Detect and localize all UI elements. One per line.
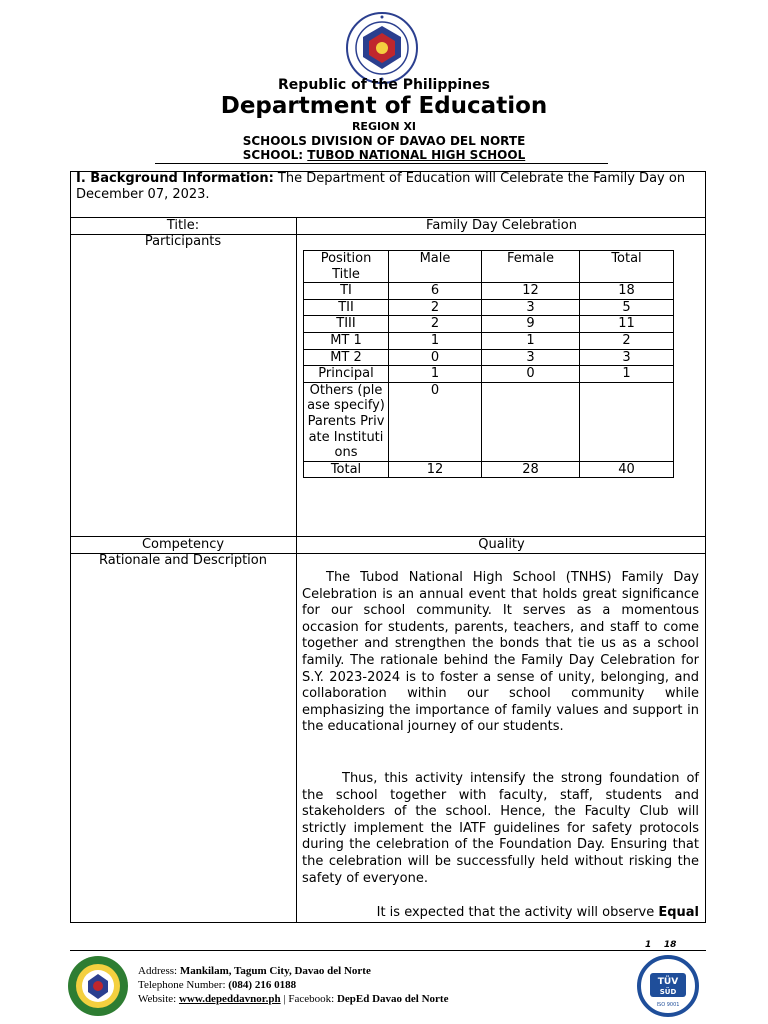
footer-address: [138, 965, 371, 978]
page-current: 1: [645, 940, 652, 950]
table-cell: 1: [389, 366, 482, 383]
rationale-paragraph-1: The Tubod National High School (TNHS) Family Day Celebration is an annual event that holds great significance for our school community. It serves as a momentous occasion for students, parents, teachers, and staff to come together and strengthen the bonds that tie us as a school family. The rationale behind the Family Day Celebration for S.Y. 2023-2024 is to foster a sense of unity, belonging, and collaboration within our school community while emphasizing the importance of family values and support in the educational journey of our students.: [302, 570, 699, 735]
background-text: The Department of Education will Celebrate the Family Day on December 07, 2023.: [76, 171, 686, 202]
table-cell: TI: [304, 283, 389, 300]
table-cell: 12: [389, 461, 482, 478]
table-header: Male: [389, 251, 482, 283]
sud-text: SÜD: [659, 988, 677, 996]
competency-label: Competency: [141, 537, 225, 552]
table-cell: 9: [482, 316, 580, 333]
participants-label: Participants: [144, 234, 222, 249]
table-cell: [482, 382, 580, 461]
table-cell: Others (please specify) Parents Private Institutions: [304, 382, 389, 461]
participants-table: [303, 250, 674, 478]
table-row: [304, 332, 674, 349]
title-value: Family Day Celebration: [426, 218, 577, 233]
website-link[interactable]: www.depeddavnor.ph: [178, 993, 281, 1005]
table-row: [304, 316, 674, 333]
table-cell: TIII: [304, 316, 389, 333]
page-number: [645, 940, 676, 950]
table-cell: 2: [389, 316, 482, 333]
table-cell: Principal: [304, 366, 389, 383]
table-cell: 18: [580, 283, 674, 300]
address-label: Address:: [138, 965, 180, 977]
table-cell: 5: [580, 299, 674, 316]
table-cell: Total: [304, 461, 389, 478]
footer-phone: [138, 979, 296, 992]
table-row: [304, 299, 674, 316]
school-name: TUBOD NATIONAL HIGH SCHOOL: [307, 148, 526, 162]
table-cell: 28: [482, 461, 580, 478]
page-total: 18: [663, 940, 677, 950]
table-cell: 3: [482, 299, 580, 316]
table-cell: 0: [389, 349, 482, 366]
website-label: Website:: [138, 993, 179, 1005]
address-value: Mankilam, Tagum City, Davao del Norte: [179, 965, 371, 977]
separator: |: [280, 993, 289, 1005]
table-cell: MT 1: [304, 332, 389, 349]
header-school: [0, 148, 768, 162]
rationale-p3-bold: Equal: [658, 905, 699, 920]
table-row: [304, 366, 674, 383]
header-division: SCHOOLS DIVISION OF DAVAO DEL NORTE: [242, 134, 526, 148]
footer-divider: [70, 950, 706, 951]
table-cell: TII: [304, 299, 389, 316]
table-cell: [580, 382, 674, 461]
background-label: I. Background Information:: [76, 171, 274, 186]
header-region: REGION XI: [351, 120, 417, 133]
table-cell: 40: [580, 461, 674, 478]
table-cell: 0: [389, 382, 482, 461]
title-label: Title:: [166, 218, 200, 233]
table-cell: 3: [580, 349, 674, 366]
header-divider: [155, 163, 608, 164]
footer-links: [138, 993, 448, 1006]
table-cell: 2: [389, 299, 482, 316]
rationale-paragraph-2: Thus, this activity intensify the strong foundation of the school together with faculty, staff, students and stakeholders of the school. Hence, the Faculty Club will strictly implement the IATF guidelines for safety protocols during the celebration of the Foundation Day. Ensuring that the celebration will be successfully held without risking the safety of everyone.: [302, 771, 699, 886]
header-department: Department of Education: [220, 93, 548, 119]
table-header: Position Title: [304, 251, 389, 283]
table-cell: 1: [580, 366, 674, 383]
column-divider: [296, 217, 297, 923]
facebook-value: DepEd Davao del Norte: [336, 993, 449, 1005]
table-cell: 3: [482, 349, 580, 366]
table-row: [304, 283, 674, 300]
background-information: [76, 171, 702, 203]
table-header: Female: [482, 251, 580, 283]
table-row: [304, 349, 674, 366]
tuv-text: TÜV: [657, 977, 679, 987]
rationale-label: Rationale and Description: [99, 553, 267, 568]
header-republic: Republic of the Philippines: [278, 77, 490, 93]
competency-value: Quality: [478, 537, 525, 552]
rationale-p3-text: It is expected that the activity will observe: [376, 905, 659, 920]
table-row: [304, 461, 674, 478]
phone-value: (084) 216 0188: [228, 979, 297, 991]
iso-text: ISO 9001: [656, 1002, 680, 1008]
rationale-paragraph-3: [302, 905, 699, 922]
table-header: Total: [580, 251, 674, 283]
table-cell: 2: [580, 332, 674, 349]
table-cell: 1: [482, 332, 580, 349]
table-cell: 11: [580, 316, 674, 333]
deped-seal-logo: [345, 11, 419, 85]
school-label: SCHOOL:: [242, 148, 308, 162]
tuv-certification-logo: [636, 955, 700, 1017]
table-cell: MT 2: [304, 349, 389, 366]
table-cell: 12: [482, 283, 580, 300]
division-logo: [67, 955, 129, 1017]
facebook-label: Facebook:: [288, 993, 337, 1005]
table-header-row: [304, 251, 674, 283]
table-cell: 6: [389, 283, 482, 300]
table-cell: 1: [389, 332, 482, 349]
table-cell: 0: [482, 366, 580, 383]
phone-label: Telephone Number:: [138, 979, 229, 991]
table-row: [304, 382, 674, 461]
